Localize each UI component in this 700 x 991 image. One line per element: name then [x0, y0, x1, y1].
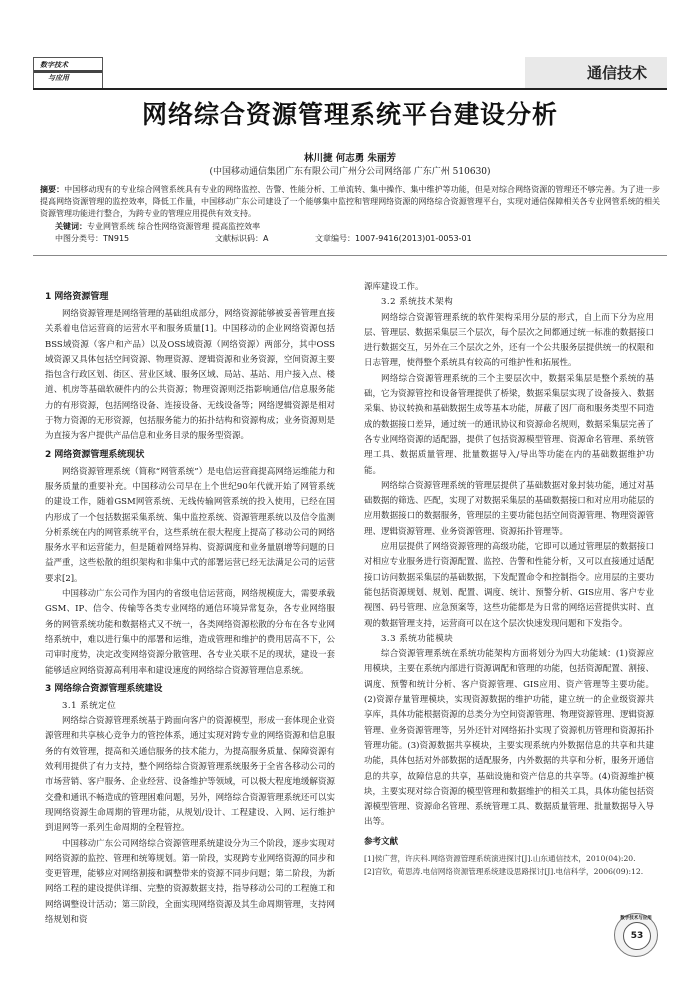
body-paragraph: 应用层提供了网络资源管理的高级功能，它即可以通过管理层的数据接口对相应专业服务进行资源配置、监控、告警和性能分析，又可以直接通过适配接口访问数据采集层的基础数据，下发配置命令和控制指令。应用层的主要功能包括资源规划、规划、配置、调度、统计、预警分析、GIS应用、客户专业视图、码号管理、应急预案等，这些功能都是为日常的网络运营提供实时、直观的数据管理支持，运营商可以在这个层次快速发现问题和下发指令。 [364, 542, 654, 629]
section-heading: 1 网络资源管理 [45, 292, 109, 302]
abstract-text: 中国移动现有的专业综合网管系统具有专业的网络监控、告警、性能分析、工单流转、集中操作、集中维护等功能，但是对综合网络资源的管理还不够完善。为了进一步提高网络资源管理的监控效率，降低工作量，中国移动广东公司建设了一个能够集中监控和管理网络资源的网络综合资源管理平台，实现对通信保障相关各专业网管系统的相关资源管理功能进行整合，为跨专业的管理应用提供有效支持。 [40, 185, 661, 218]
body-paragraph: 中国移动广东公司网络综合资源管理系统建设分为三个阶段，逐步实现对网络资源的监控、管理和统筹规划。第一阶段，实现跨专业网络资源的同步和变更管理，能够应对网络割接和调整带来的资源不同步问题；第二阶段，为新网络工程的建设提供详细、完整的资源数据支持，指导移动公司的工程施工和网络调整设计活动；第三阶段，全面实现网络资源及其生命周期管理，支持网络规划和资 [45, 838, 335, 925]
abstract-divider [33, 255, 667, 256]
article-title: 网络综合资源管理系统平台建设分析 [141, 100, 558, 129]
document-code: 文献标识码：A [215, 234, 269, 243]
body-paragraph: 网络综合资源管理系统的管理层提供了基础数据对象封装功能，通过对基础数据的筛选、匹配，实现了对数据采集层的基础数据接口和对应用功能层的应用数据接口的数据服务，管理层的主要功能包括空间资源管理、物理资源管理、逻辑资源管理、业务资源管理、资源拓扑管理等。 [364, 480, 654, 537]
keywords [55, 221, 260, 232]
reference-item: [1]侯广营，许庆科.网络资源管理系统演进探讨[J].山东通信技术，2010(04):20. [364, 853, 636, 863]
subsection-heading: 3.3 系统功能模块 [381, 633, 454, 644]
subsection-heading: 3.2 系统技术架构 [381, 297, 454, 308]
reference-item: [2]宫钦，荀思涛.电信网络资源管理系统建设思路探讨[J].电信科学，2006(09):12. [364, 866, 644, 876]
references-heading: 参考文献 [364, 836, 399, 847]
left-column [45, 287, 335, 928]
journal-logo [33, 57, 103, 89]
authors: 林川捷 何志勇 朱丽芳 [303, 153, 397, 164]
page-number-badge [614, 913, 658, 957]
subsection-heading: 3.1 系统定位 [62, 700, 117, 711]
body-paragraph: 网络资源管理系统（简称“网管系统”）是电信运营商提高网络运维能力和服务质量的重要补充。中国移动公司早在上个世纪90年代就开始了网管系统的建设工作，随着GSM网管系统、无线传输网管系统的投入使用，已经在国内形成了一个包括数据采集系统、集中监控系统、资源管理系统以及信令监测分析系统在内的网管系统平台，这些系统在很大程度上提高了移动公司的网络服务水平和运营能力，但是随着网络异构、资源调度和业务量剧增等问题的日益严重，这些松散的组织架构和非集中式的部署运营已经无法满足公司的运营要求[2]。 [45, 466, 335, 584]
body-paragraph: 网络资源管理是网络管理的基础组成部分，网络资源能够被妥善管理直接关系着电信运营商的运营水平和服务质量[1]。中国移动的企业网络资源包括BSS域资源（客户和产品）以及OSS域资源（网络资源）两部分，其中OSS域资源又具体包括空间资源、物理资源、逻辑资源和业务资源，空间资源主要指包含行政区划、街区、营业区域、服务区域、局站、基站、用户接入点、楼道、机房等基础软硬件内的公共资源；物理资源则泛指影响通信/信息服务能力的有形资源，包括网络设备、连接设备、无线设备等；网络逻辑资源是相对于物力资源的无形资源，包括服务能力的拓扑结构和资源构成；业务资源则是为直接为客户提供产品信息和业务目录的服务型资源。 [45, 309, 335, 442]
affiliation: (中国移动通信集团广东有限公司广州分公司网络部 广东广州 510630) [209, 167, 491, 177]
keywords-text: 专业网管系统 综合性网络资源管理 提高监控效率 [87, 222, 261, 231]
section-tag: 通信技术 [587, 64, 648, 82]
body-paragraph: 网络综合资源管理系统的软件架构采用分层的形式，自上而下分为应用层、管理层、数据采集层三个层次，每个层次之间都通过统一标准的数据接口进行数据交互，另外在三个层次之外，还有一个公共服务层提供统一的权限和日志管理，使得整个系统具有较高的可维护性和拓展性。 [364, 312, 654, 369]
body-paragraph: 源库建设工作。 [364, 282, 424, 292]
body-paragraph: 网络综合资源管理系统基于跨面向客户的资源模型，形成一套体现企业资源管理和共享核心竞争力的管控体系，通过实现对跨专业的网络资源和信息服务的有效管理，提高和关通信服务的技术能力，为提高服务质量、保障资源有效利用提供了有力支持，整个网络综合资源管理系统服务于全省各移动公司的市场营销、客户服务、企业经营、设备维护等领域，可以极大程度地缓解资源交叠和通讯不畅造成的管理困难问题，另外，网络综合资源管理系统还可以实现网络资源生命周期的管理功能，从规划/设计、工程建设、入网、运行维护到退网等一系列生命周期的全程管控。 [45, 716, 335, 834]
right-column [364, 280, 654, 878]
header-rule [33, 88, 667, 90]
article-number: 文章编号：1007-9416(2013)01-0053-01 [315, 234, 472, 243]
page-badge-journal: 数字技术与应用 [620, 916, 652, 921]
page-number: 53 [623, 922, 651, 950]
abstract [40, 184, 660, 220]
section-heading: 2 网络资源管理系统现状 [45, 449, 145, 460]
keywords-label: 关键词： [55, 222, 87, 231]
journal-logo-line1: 数字技术 [40, 60, 68, 69]
journal-logo-line2: 与应用 [48, 73, 69, 82]
body-paragraph: 综合资源管理系统在系统功能架构方面将划分为四大功能域：(1)资源应用模块，主要在系统内部进行资源调配和管理的功能，包括资源配置、割接、调度、预警和统计分析、客户资源管理、GIS应用、资产管理等主要功能。(2)资源存量管理模块，实现资源数据的维护功能，建立统一的企业级资源共享库，具体功能根据资源的总类分为空间资源管理、物理资源管理、逻辑资源管理、业务资源管理等，另外还针对网络拓扑实现了资源机历管理和资源拓扑管理功能。(3)资源数据共享模块，主要实现系统内外数据信息的共享和共建功能，具体包括对外部数据的适配服务，内外数据的共享和分析，服务开通信息的共享，故障信息的共享，基础设施和资产信息的共享等。(4)资源维护模块，主要实现对综合资源的模型管理和数据维护的相关工具，具体功能包括资源模型管理、资源命名管理、系统管理工具、数据质量管理、批量数据导入导出等。 [364, 649, 654, 828]
abstract-label: 摘要： [40, 185, 65, 194]
body-paragraph: 中国移动广东公司作为国内的省级电信运营商，网络规模庞大，需要承载GSM、IP、信令、传输等各类专业网络的通信环境异常复杂，各专业网络服务的网管系统功能和数据格式又不统一，各类网络资源松散的分布在各专业网络系统中，难以进行集中的部署和运维，造成管理和维护的费用居高不下，公司审时度势，决定改变网络资源分散管理、各专业关联不足的现状，建设一套能够适应网络资源高利用率和建设速度的网络综合资源管理信息系统。 [45, 589, 335, 676]
section-heading: 3 网络综合资源管理系统建设 [45, 683, 163, 694]
body-paragraph: 网络综合资源管理系统的三个主要层次中，数据采集层是整个系统的基础，它为资源管控和设备管理提供了桥梁，数据采集层实现了设备接入、数据采集、协议转换和基础数据生成等基本功能，屏蔽了因厂商和服务类型不同造成的数据接口差异，通过统一的通讯协议和资源命名规则，数据采集层完善了各专业网络资源的适配器，提供了包括资源模型管理、资源命名管理、系统管理工具、数据质量管理、批量数据导入/导出等功能在内的基础数据维护功能。 [364, 373, 654, 476]
clc-number: 中图分类号：TN915 [55, 234, 130, 243]
